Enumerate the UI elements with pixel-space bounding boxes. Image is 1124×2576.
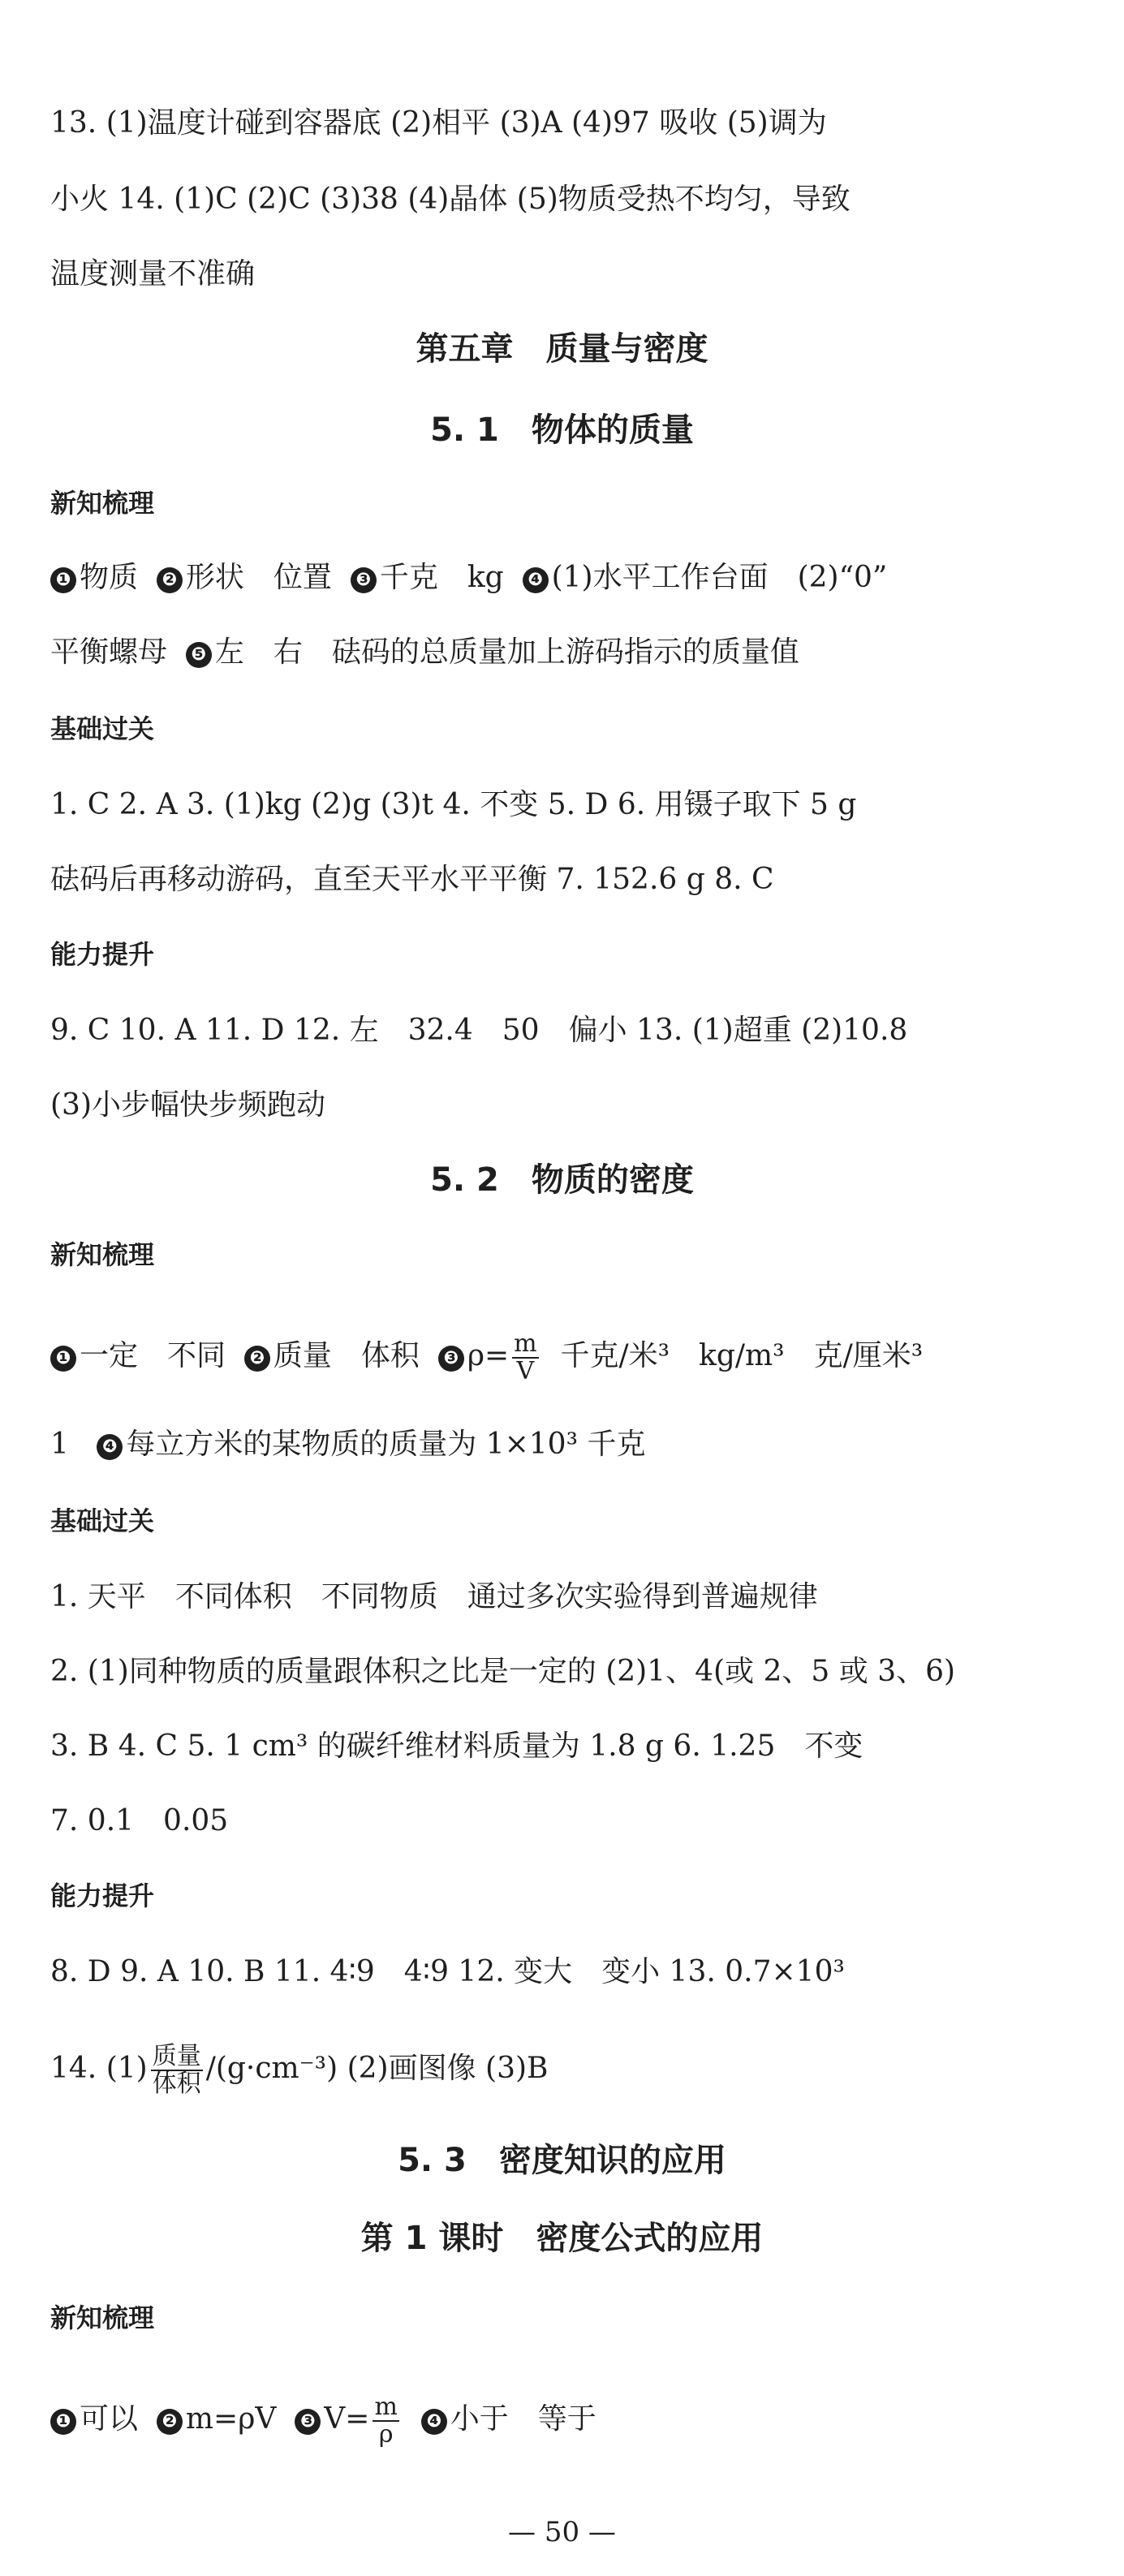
section-title-5-3: 5. 3 密度知识的应用	[398, 2142, 726, 2179]
lesson-title: 第 1 课时 密度公式的应用	[360, 2220, 764, 2257]
subheading-xinzhi-3: 新知梳理	[50, 2302, 155, 2333]
jichu-line-1: 1. C 2. A 3. (1)kg (2)g (3)t 4. 不变 5. D 6. 用镊子取下 5 g	[50, 788, 857, 821]
page-number: — 50 —	[508, 2516, 616, 2548]
volume-fraction: $\frac{m}{\rho}$	[374, 2393, 398, 2449]
subheading-xinzhi-2: 新知梳理	[50, 1239, 155, 1270]
density-line-1: ❶ 一定 不同 ❷ 质量 体积 ❸ ρ= $\frac{m}{V}$ 千克/米³ kg/m³ 克/厘米³	[50, 1331, 1074, 1385]
nengli-line-2: (3)小步幅快步频跑动	[50, 1088, 325, 1122]
jichu2-line-3: 3. B 4. C 5. 1 cm³ 的碳纤维材料质量为 1.8 g 6. 1.25 不变	[50, 1730, 863, 1763]
section-title-5-2: 5. 2 物质的密度	[430, 1161, 694, 1199]
marker-4-icon: ❹	[523, 567, 549, 593]
marker-4-icon: ❹	[421, 2409, 447, 2435]
marker-2-icon: ❷	[244, 1346, 270, 1372]
marker-1-icon: ❶	[50, 2409, 76, 2435]
density-fraction: $\frac{m}{V}$	[514, 1329, 537, 1385]
marker-3-icon: ❸	[438, 1346, 464, 1372]
marker-2-icon: ❷	[157, 2409, 183, 2435]
marker-1-icon: ❶	[50, 567, 76, 593]
application-line-1: ❶ 可以 ❷ m=ρV ❸ V= $\frac{m}{\rho}$ ❹ 小于 等于	[50, 2394, 1074, 2448]
jichu2-line-4: 7. 0.1 0.05	[50, 1804, 229, 1837]
nengli2-line-2: 14. (1) $\frac{\text{质量}}{\text{体积}}$ /(g·cm⁻³) (2)画图像 (3)B	[50, 2042, 549, 2098]
xinzhi-line-1: ❶ 物质 ❷ 形状 位置 ❸ 千克 kg ❹ (1)水平工作台面 (2)“0”	[50, 558, 1074, 597]
marker-3-icon: ❸	[295, 2409, 321, 2435]
answer-line-13: 13. (1)温度计碰到容器底 (2)相平 (3)A (4)97 吸收 (5)调为	[50, 106, 827, 140]
subheading-nengli-2: 能力提升	[50, 1880, 155, 1911]
marker-3-icon: ❸	[351, 567, 377, 593]
subheading-jichu-2: 基础过关	[50, 1506, 155, 1536]
mass-volume-fraction: $\frac{\text{质量}}{\text{体积}}$	[152, 2042, 201, 2098]
marker-2-icon: ❷	[157, 567, 183, 593]
subheading-jichu: 基础过关	[50, 713, 155, 744]
jichu2-line-2: 2. (1)同种物质的质量跟体积之比是一定的 (2)1、4(或 2、5 或 3、6)	[50, 1655, 956, 1688]
marker-1-icon: ❶	[50, 1346, 76, 1372]
marker-5-icon: ❺	[186, 642, 212, 668]
nengli-line-1: 9. C 10. A 11. D 12. 左 32.4 50 偏小 13. (1)超重 (2)10.8	[50, 1014, 908, 1047]
answer-line-14: 小火 14. (1)C (2)C (3)38 (4)晶体 (5)物质受热不均匀，导致	[50, 183, 851, 216]
marker-4-icon: ❹	[97, 1434, 123, 1460]
answer-line-14-cont: 温度测量不准确	[50, 257, 256, 291]
subheading-xinzhi: 新知梳理	[50, 488, 155, 519]
jichu2-line-1: 1. 天平 不同体积 不同物质 通过多次实验得到普遍规律	[50, 1580, 818, 1613]
jichu-line-2: 砝码后再移动游码，直至天平水平平衡 7. 152.6 g 8. C	[50, 863, 774, 896]
density-line-2: 1 ❹ 每立方米的某物质的质量为 1×10³ 千克	[50, 1428, 646, 1461]
section-title-5-1: 5. 1 物体的质量	[430, 411, 694, 449]
nengli2-line-1: 8. D 9. A 10. B 11. 4∶9 4∶9 12. 变大 变小 13. 0.7×10³	[50, 1955, 845, 1988]
chapter-title: 第五章 质量与密度	[416, 330, 708, 368]
xinzhi-line-2: 平衡螺母 ❺ 左 右 砝码的总质量加上游码指示的质量值	[50, 635, 799, 669]
subheading-nengli: 能力提升	[50, 939, 155, 970]
